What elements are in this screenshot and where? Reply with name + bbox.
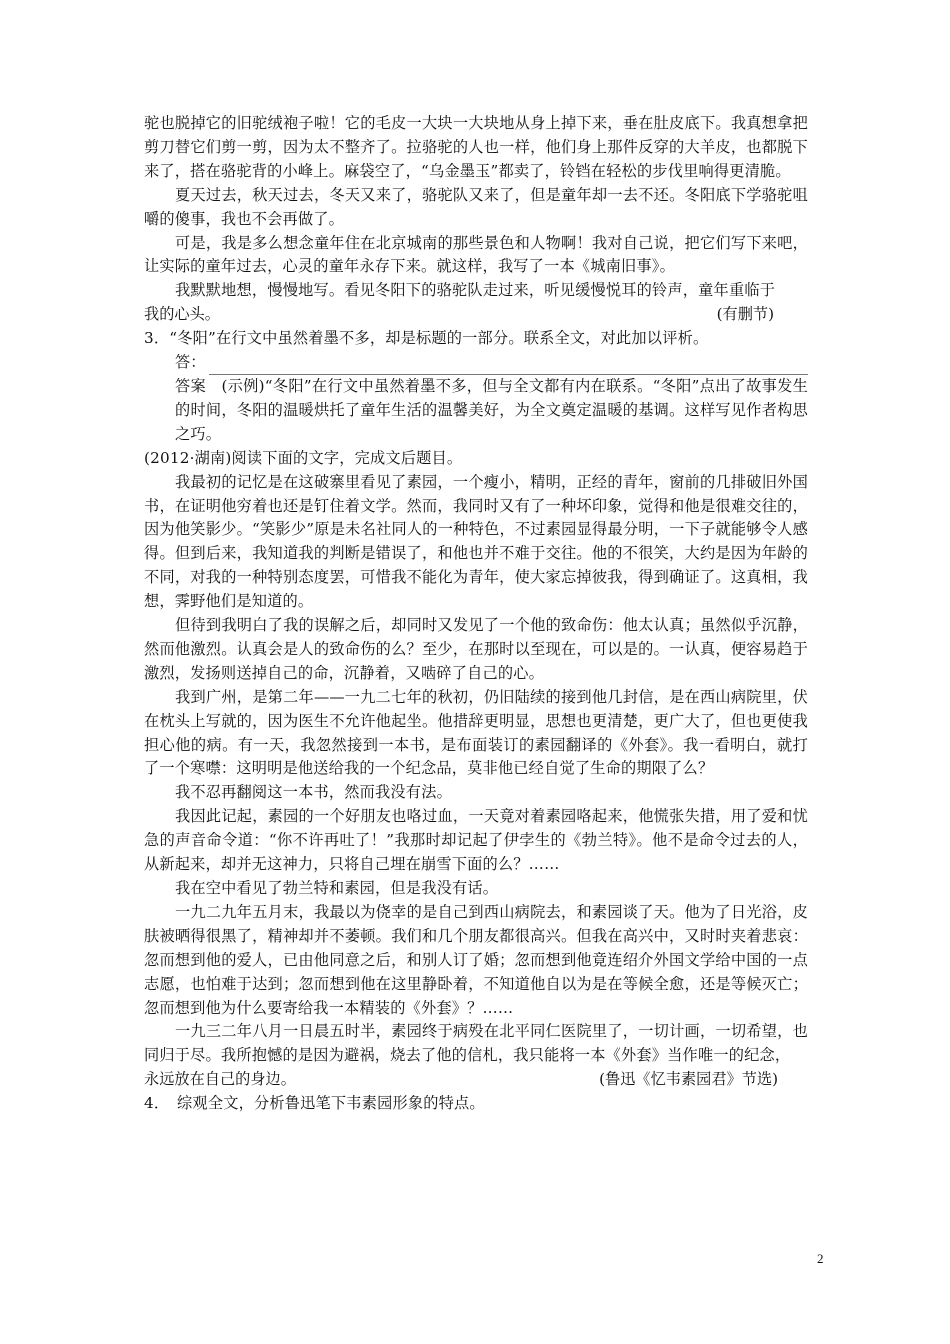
passage2-paragraph-8-end [144,1068,808,1092]
abridged-note: (有删节) [716,305,774,324]
passage2-paragraph-5: 我因此记起，素园的一个好朋友也咯过血，一天竟对着素园咯起来，他慌张失措，用了爱和忧急的声音命令道：“你不许再吐了！”我那时却记起了伊孛生的《勃兰特》。他不是命令过去的人，从新起来，却并无这神力，只将自己埋在崩雪下面的么？…… [144,807,808,874]
passage2-paragraph-2: 但待到我明白了我的误解之后，却同时又发见了一个他的致命伤：他太认真；虽然似乎沉静，然而他激烈。认真会是人的致命伤的么？至少，在那时以至现在，可以是的。一认真，便容易趋于激烈，发扬则送掉自己的命，沉静着，又啮碎了自己的心。 [144,616,808,682]
passage2-paragraph-8: 一九三二年八月一日晨五时半，素园终于病殁在北平同仁医院里了，一切计画，一切希望，也同归于尽。我所抱憾的是因为避祸，烧去了他的信札，我只能将一本《外套》当作唯一的纪念， [144,1022,808,1065]
passage2-paragraph-8-tail: 永远放在自己的身边。 [144,1070,296,1089]
answer-3: 答案 (示例)“冬阳”在行文中虽然着墨不多，但与全文都有内在联系。“冬阳”点出了故事发生的时间，冬阳的温暖烘托了童年生活的温馨美好，为全文奠定温暖的基调。这样写见作者构思之巧。 [175,376,808,443]
source-note: (鲁迅《忆韦素园君》节选) [599,1070,778,1089]
passage2-paragraph-6: 我在空中看见了勃兰特和素园，但是我没有话。 [175,879,499,897]
passage1-paragraph-1: 驼也脱掉它的旧驼绒袍子啦！它的毛皮一大块一大块地从身上掉下来，垂在肚皮底下。我真想拿把剪刀替它们剪一剪，因为太不整齐了。拉骆驼的人也一样，他们身上那件反穿的大羊皮，也都脱下来了，搭在骆驼背的小峰上。麻袋空了，“乌金墨玉”都卖了，铃铛在轻松的步伐里响得更清脆。 [144,114,808,180]
answer-label: 答： [175,353,206,372]
passage1-paragraph-2: 夏天过去，秋天过去，冬天又来了，骆驼队又来了，但是童年却一去不还。冬阳底下学骆驼咀嚼的傻事，我也不会再做了。 [144,185,808,228]
passage1-paragraph-3: 可是，我是多么想念童年住在北京城南的那些景色和人物啊！我对自己说，把它们写下来吧，让实际的童年过去，心灵的童年永存下来。就这样，我写了一本《城南旧事》。 [144,233,808,276]
question-4: 4． 综观全文，分析鲁迅笔下韦素园形象的特点。 [144,1094,485,1113]
answer-underline [209,357,808,375]
page-number: 2 [817,1251,824,1266]
answer-field-3[interactable] [144,351,808,375]
passage1-paragraph-4-tail: 我的心头。 [144,305,220,324]
question-3: 3．“冬阳”在行文中虽然着墨不多，却是标题的一部分。联系全文，对此加以评析。 [144,329,709,348]
passage2-paragraph-4: 我不忍再翻阅这一本书，然而我没有法。 [175,783,452,802]
passage1-paragraph-4-end [144,303,808,327]
document-body [144,112,808,1116]
passage2-paragraph-1: 我最初的记忆是在这破寨里看见了素园，一个瘦小，精明，正经的青年，窗前的几排破旧外国书，在证明他穷着也还是钉住着文学。然而，我同时又有了一种坏印象，觉得和他是很难交往的，因为他笑影少。“笑影少”原是未名社同人的一种特色，不过素园显得最分明，一下子就能够令人感得。但到后来，我知道我的判断是错误了，和他也并不难于交往。他的不很笑，大约是因为年龄的不同，对我的一种特别态度罢，可惜我不能化为青年，使大家忘掉彼我，得到确证了。这真相，我想，霁野他们是知道的。 [144,472,808,611]
passage1-paragraph-4: 我默默地想，慢慢地写。看见冬阳下的骆驼队走过来，听见缓慢悦耳的铃声，童年重临于 [175,281,776,300]
passage2-paragraph-7: 一九二九年五月末，我最以为侥幸的是自己到西山病院去，和素园谈了天。他为了日光浴，皮肤被晒得很黑了，精神却并不萎顿。我们和几个朋友都很高兴。但我在高兴中，又时时夹着悲哀：忽而想到他的爱人，已由他同意之后，和别人订了婚；忽而想到他竟连绍介外国文学给中国的一点志愿，也怕难于达到；忽而想到他在这里静卧着，不知道他自以为是在等候全愈，还是等候灭亡；忽而想到他为什么要寄给我一本精装的《外套》？…… [144,902,808,1017]
section-intro: (2012·湖南)阅读下面的文字，完成文后题目。 [144,448,463,467]
passage2-paragraph-3: 我到广州，是第二年——一九二七年的秋初，仍旧陆续的接到他几封信，是在西山病院里，伏在枕头上写就的，因为医生不允许他起坐。他措辞更明显，思想也更清楚，更广大了，但也更使我担心他的病。有一天，我忽然接到一本书，是布面装订的素园翻译的《外套》。我一看明白，就打了一个寒噤：这明明是他送给我的一个纪念品，莫非他已经自觉了生命的期限了么？ [144,687,808,778]
